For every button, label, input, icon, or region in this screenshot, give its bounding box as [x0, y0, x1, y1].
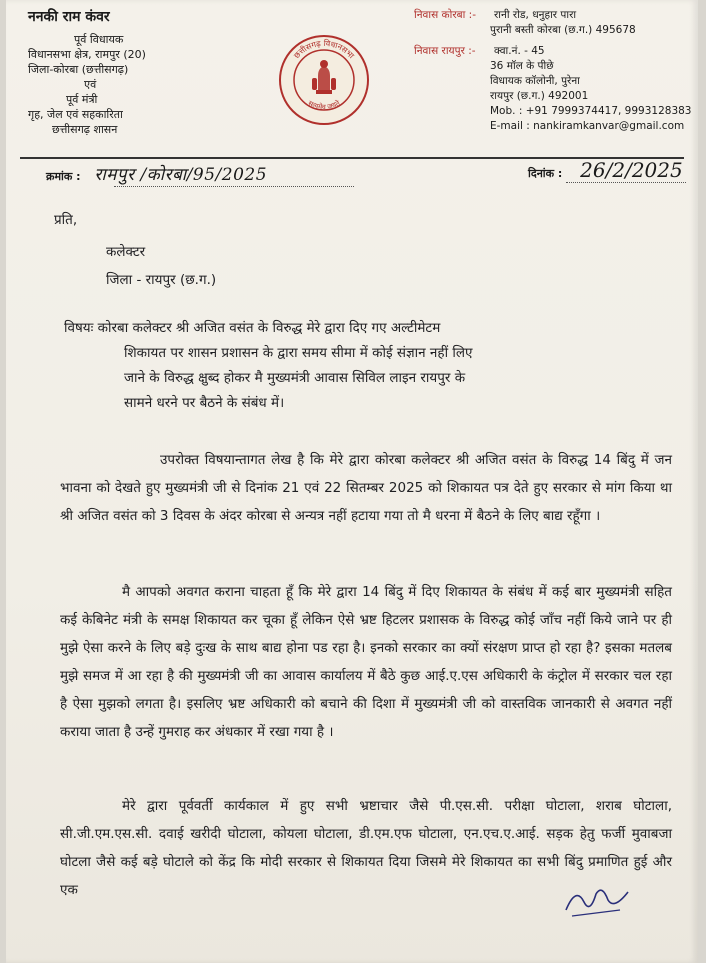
korba-residence — [414, 8, 698, 23]
salutation: प्रति, — [54, 212, 78, 228]
sender-name: ननकी राम कंवर — [28, 9, 110, 25]
reference-number — [46, 162, 267, 185]
residence-block — [414, 8, 698, 134]
korba-line-1: रानी रोड, धनुहार पारा — [494, 9, 577, 21]
subject-block — [64, 316, 664, 416]
paragraph-1 — [60, 446, 672, 530]
raipur-line-4: रायपुर (छ.ग.) 492001 — [490, 90, 589, 102]
assembly-emblem — [278, 34, 370, 126]
raipur-label: निवास रायपुर :- — [414, 45, 476, 57]
paragraph-2 — [60, 578, 672, 746]
date-label: दिनांक : — [528, 167, 563, 180]
paragraph-3-text: मेरे द्वारा पूर्ववर्ती कार्यकाल में हुए सभी भ्रष्टाचार जैसे पी.एस.सी. परीक्षा घोटाला, शराब घोटाला, सी.जी.एम.एस.सी. दवाई खरीदी घोटाला, कोयला घोटाला, डी.एम.एफ घोटाला, एन.एच.ए.आई. सड़क हेतु फर्जी मुवाबजा घोटला जैसे कई बड़े घोटाले को केंद्र कि मोदी सरकार से शिकायत दिया जिसमे मेरे शिकायत का सभी बिंदु प्रमाणित हुई और एक — [60, 798, 672, 898]
raipur-line-3: विधायक कॉलोनी, पुरेना — [490, 75, 580, 87]
signature-mark — [562, 880, 632, 920]
mobile-number: Mob. : +91 7999374417, 9993128383 — [490, 105, 692, 117]
reference-underline — [114, 186, 354, 187]
reference-value: रामपुर /कोरबा/95/2025 — [94, 165, 268, 185]
korba-line-2: पुरानी बस्ती कोरबा (छ.ग.) 495678 — [490, 24, 636, 36]
korba-label: निवास कोरबा :- — [414, 9, 476, 21]
sender-block — [28, 8, 228, 137]
sender-and: एवं — [84, 78, 97, 91]
recipient-district: जिला - रायपुर (छ.ग.) — [106, 272, 217, 288]
date-value: 26/2/2025 — [580, 158, 683, 182]
date-underline — [566, 182, 686, 183]
subject-line-3: जाने के विरुद्ध क्षुब्द होकर मै मुख्यमंत्री आवास सिविल लाइन रायपुर के — [124, 370, 466, 386]
paragraph-2-text: मै आपको अवगत कराना चाहता हूँ कि मेरे द्वारा 14 बिंदु में दिए शिकायत के संबंध में कई बार मुख्यमंत्री सहित कई केबिनेट मंत्री के समक्ष शिकायत कर चूका हूँ लेकिन ऐसे भ्रष्ट हिटलर प्रशासक के विरुद्ध कोई जाँच नहीं किये जाने पर ही मुझे ऐसा करने के लिए बड़े दुःख के साथ बाद्य होना पड रहा है। इनको सरकार का क्यों संरक्षण प्राप्त हो रहा है? इसका मतलब मुझे समज में आ रहा है की मुख्यमंत्री जी का आवास कार्यालय में बैठे कुछ आई.ए.एस अधिकारी के कंट्रोल में सरकार चल रहा है ऐसा मुझको लगता है। इसलिए भ्रष्ट अधिकारी को बचाने की दिशा में मुख्यमंत्री जी को वास्तविक जानकारी से अवगत नहीं कराया जाता है उन्हें गुमराह कर अंधकार में रखा गया है । — [60, 584, 672, 740]
emblem-text-bottom: सत्यमेव जयते — [306, 99, 342, 112]
sender-government: छत्तीसगढ़ शासन — [52, 123, 118, 136]
sender-constituency: विधानसभा क्षेत्र, रामपुर (20) — [28, 48, 146, 61]
subject-line-4: सामने धरने पर बैठने के संबंध में। — [124, 395, 285, 411]
subject-line-1: विषयः कोरबा कलेक्टर श्री अजित वसंत के विरुद्ध मेरे द्वारा दिए गए अल्टीमेटम — [64, 320, 441, 336]
paragraph-1-text: उपरोक्त विषयान्तागत लेख है कि मेरे द्वारा कोरबा कलेक्टर श्री अजित वसंत के विरुद्ध 14 बिंदु में जन भावना को देखते हुए मुख्यमंत्री जी से दिनांक 21 एवं 22 सितम्बर 2025 को शिकायत पत्र देते हुए सरकार से मांग किया था श्री अजित वसंत को 3 दिवस के अंदर कोरबा से अन्यत्र नहीं हटाया गया तो मै धरना में बैठने के लिए बाद्य रहूँगा । — [60, 452, 672, 524]
reference-label: क्रमांक : — [46, 170, 81, 183]
raipur-line-1: क्वा.नं. - 45 — [494, 45, 545, 57]
recipient-title: कलेक्टर — [106, 244, 146, 260]
emblem-text-top: छत्तीसगढ़ विधानसभा — [292, 38, 356, 61]
subject-line-2: शिकायत पर शासन प्रशासन के द्वारा समय सीमा में कोई संज्ञान नहीं लिए — [124, 345, 473, 361]
raipur-residence — [414, 44, 698, 59]
sender-designation: पूर्व विधायक — [74, 33, 124, 46]
raipur-line-2: 36 मॉल के पीछे — [490, 60, 554, 72]
email-address: E-mail : nankiramkanvar@gmail.com — [490, 120, 685, 132]
sender-departments: गृह, जेल एवं सहकारिता — [28, 108, 123, 121]
sender-district: जिला-कोरबा (छत्तीसगढ़) — [28, 63, 129, 76]
sender-former-minister: पूर्व मंत्री — [66, 93, 98, 106]
letter-page — [6, 0, 698, 963]
letter-date — [528, 158, 683, 182]
